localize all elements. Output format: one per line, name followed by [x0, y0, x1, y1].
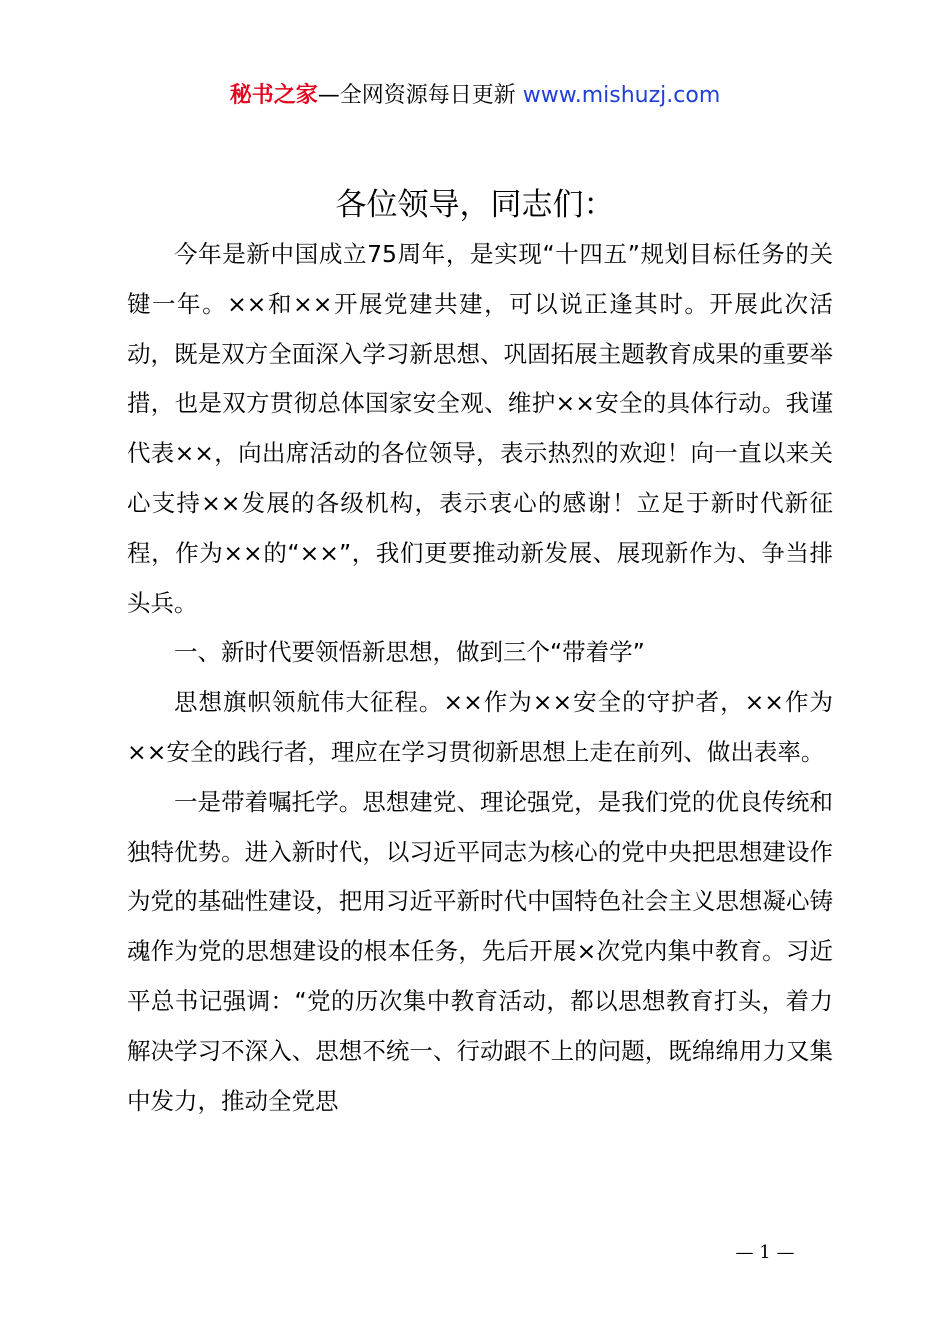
section-heading: 一、新时代要领悟新思想，做到三个“带着学” — [174, 638, 645, 667]
header-tagline: —全网资源每日更新 — [317, 83, 516, 108]
paragraph: 思想旗帜领航伟大征程。××作为××安全的守护者，××作为××安全的践行者，理应在学习贯彻新思想上走在前列、做出表率。 — [127, 688, 833, 766]
paragraph: 一是带着嘱托学。思想建党、理论强党，是我们党的优良传统和独特优势。进入新时代，以习近平同志为核心的党中央把思想建设作为党的基础性建设，把用习近平新时代中国特色社会主义思想凝心铸魂作为党的思想建设的根本任务，先后开展×次党内集中教育。习近平总书记强调：“党的历次集中教育活动，都以思想教育打头，着力解决学习不深入、思想不统一、行动跟不上的问题，既绵绵用力又集中发力，推动全党思 — [127, 787, 833, 1115]
page-number: — 1 — — [735, 1242, 795, 1263]
page-header — [0, 80, 950, 112]
brand-name: 秘书之家 — [229, 83, 318, 108]
document-body — [127, 230, 833, 1126]
document-title: 各位领导，同志们： — [335, 187, 615, 223]
paragraph: 今年是新中国成立75周年，是实现“十四五”规划目标任务的关键一年。××和××开展党建共建，可以说正逢其时。开展此次活动，既是双方全面深入学习新思想、巩固拓展主题教育成果的重要举措，也是双方贯彻总体国家安全观、维护××安全的具体行动。我谨代表××，向出席活动的各位领导，表示热烈的欢迎！向一直以来关心支持××发展的各级机构，表示衷心的感谢！立足于新时代新征程，作为××的“××”，我们更要推动新发展、展现新作为、争当排头兵。 — [127, 240, 833, 617]
website-link[interactable]: www.mishuzj.com — [522, 83, 721, 108]
